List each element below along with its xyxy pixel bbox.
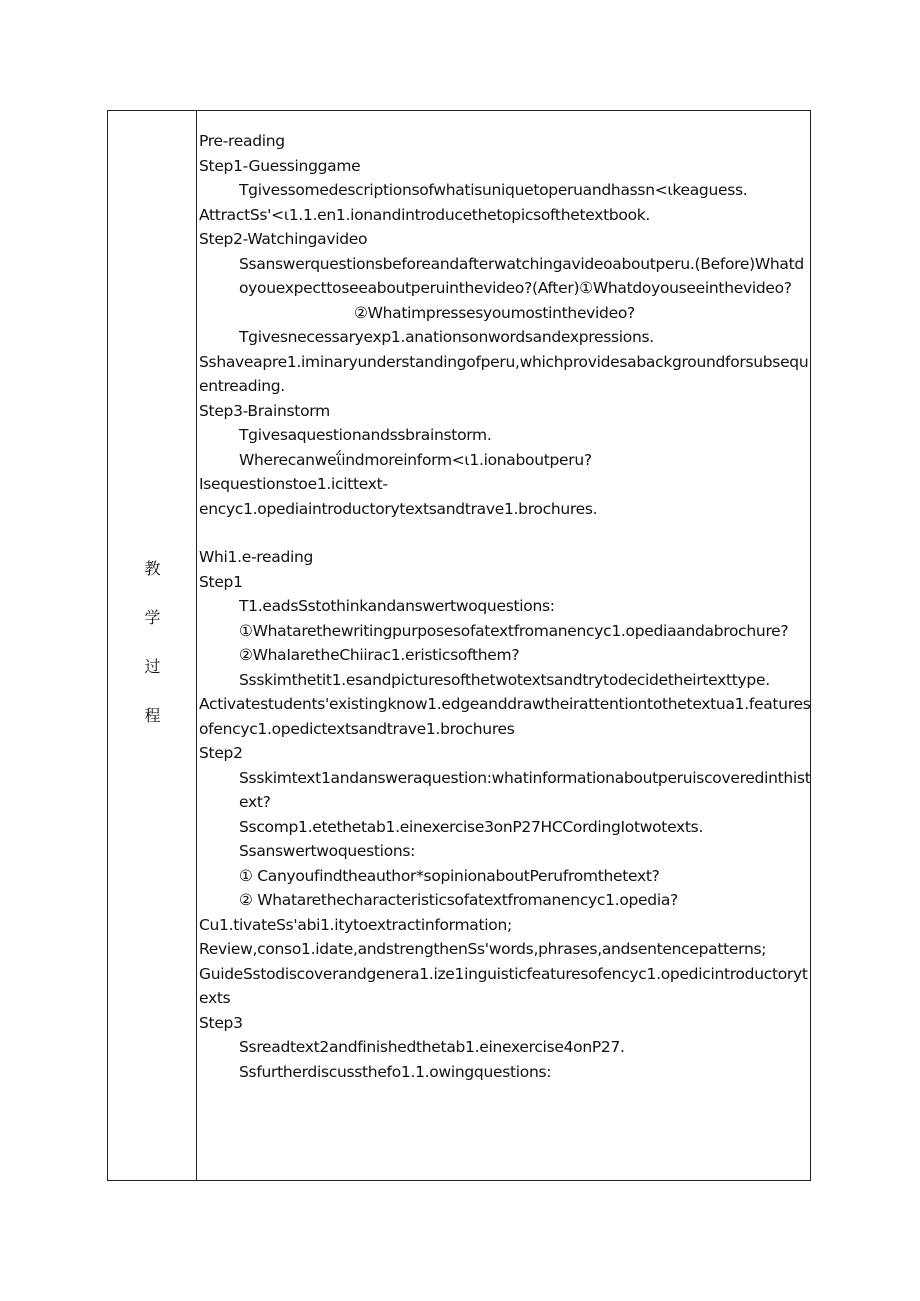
- step-heading: Step2: [199, 744, 243, 762]
- spacer: [199, 521, 811, 545]
- lesson-table: [107, 110, 811, 1181]
- step-heading: Step1: [199, 572, 243, 591]
- text-line: GuideSstodiscoverandgenera1.ize1inguisticfeaturesofencyc1.opedicintroductorytexts: [199, 964, 808, 1007]
- text-line: Sshaveapre1.iminaryunderstandingofperu,whichprovidesabackgroundforsubsequentreading.: [199, 352, 809, 395]
- text-line: ① Canyoufindtheauthor*sopinionaboutPerufromthetext?: [239, 866, 660, 885]
- step-heading: Step3: [199, 1013, 243, 1032]
- text-line: encyc1.opediaintroductorytextsandtrave1.brochures.: [199, 499, 598, 518]
- text-line: Tgivesnecessaryexp1.anationsonwordsandexpressions.: [239, 328, 654, 346]
- text-line: Ssskimtext1andansweraquestion:whatinformationaboutperuiscoveredinthistext?: [239, 768, 811, 811]
- text-line: Cu1.tivateSs'abi1.itytoextractinformation;: [199, 915, 512, 934]
- label-char: 教: [144, 559, 161, 578]
- text-line: ①Whatarethewritingpurposesofatextfromanencyc1.opediaandabrochure?: [239, 621, 789, 640]
- text-line: ② Whatarethecharacteristicsofatextfromanencyc1.opedia?: [239, 891, 678, 909]
- text-line: Tgivesaquestionandssbrainstorm.: [239, 426, 492, 444]
- text-line: ②WhaIaretheChiirac1.eristicsofthem?: [239, 646, 520, 664]
- text-line: Sscomp1.etethetab1.einexercise3onP27HCCordingIotwotexts.: [239, 817, 704, 836]
- label-char: 过: [144, 657, 161, 676]
- text-line: Ssanswertwoquestions:: [239, 842, 416, 860]
- heading-pre-reading: Pre-reading: [199, 132, 285, 150]
- label-char: 学: [144, 608, 161, 627]
- step-heading: Step1-Guessinggame: [199, 156, 361, 175]
- text-line: Ssanswerquestionsbeforeandafterwatchingavideoaboutperu.(Before)Whatdoyouexpecttoseeaboutperuinthevideo?(After)①Whatdoyouseeinthevideo?: [239, 254, 804, 297]
- text-line: Wherecanweΐindmoreinform<ι1.ionaboutperu?: [239, 450, 592, 469]
- heading-while-reading: Whi1.e-reading: [199, 548, 314, 566]
- text-line: Ssskimthetit1.esandpicturesofthetwotextsandtrytodecidetheirtexttype.: [239, 670, 770, 689]
- text-line: ②Whatimpressesyoumostinthevideo?: [354, 303, 635, 322]
- section-label-cell: [108, 111, 197, 1180]
- step-heading: Step3-Brainstorm: [199, 401, 330, 420]
- lesson-content: [199, 129, 811, 1084]
- label-char: 程: [144, 706, 161, 725]
- step-heading: Step2-Watchingavideo: [199, 230, 368, 248]
- text-line: Ssfurtherdiscussthefo1.1.owingquestions:: [239, 1062, 552, 1081]
- section-label: [108, 559, 197, 755]
- text-line: Ssreadtext2andfinishedthetab1.einexercise4onP27.: [239, 1038, 625, 1056]
- text-line: AttractSs'<ι1.1.en1.ionandintroducethetopicsofthetextbook.: [199, 205, 651, 224]
- text-line: Review,conso1.idate,andstrengthenSs'words,phrases,andsentencepatterns;: [199, 940, 767, 958]
- text-line: T1.eadsSstothinkandanswertwoquestions:: [239, 597, 555, 615]
- text-line: Isequestionstoe1.icittext-: [199, 475, 388, 493]
- text-line: Activatestudents'existingknow1.edgeanddrawtheirattentiontothetextua1.featuresofencyc1.opedictextsandtrave1.brochures: [199, 695, 811, 738]
- text-line: Tgivessomedescriptionsofwhatisuniquetoperuandhassn<ιkeaguess.: [239, 181, 748, 199]
